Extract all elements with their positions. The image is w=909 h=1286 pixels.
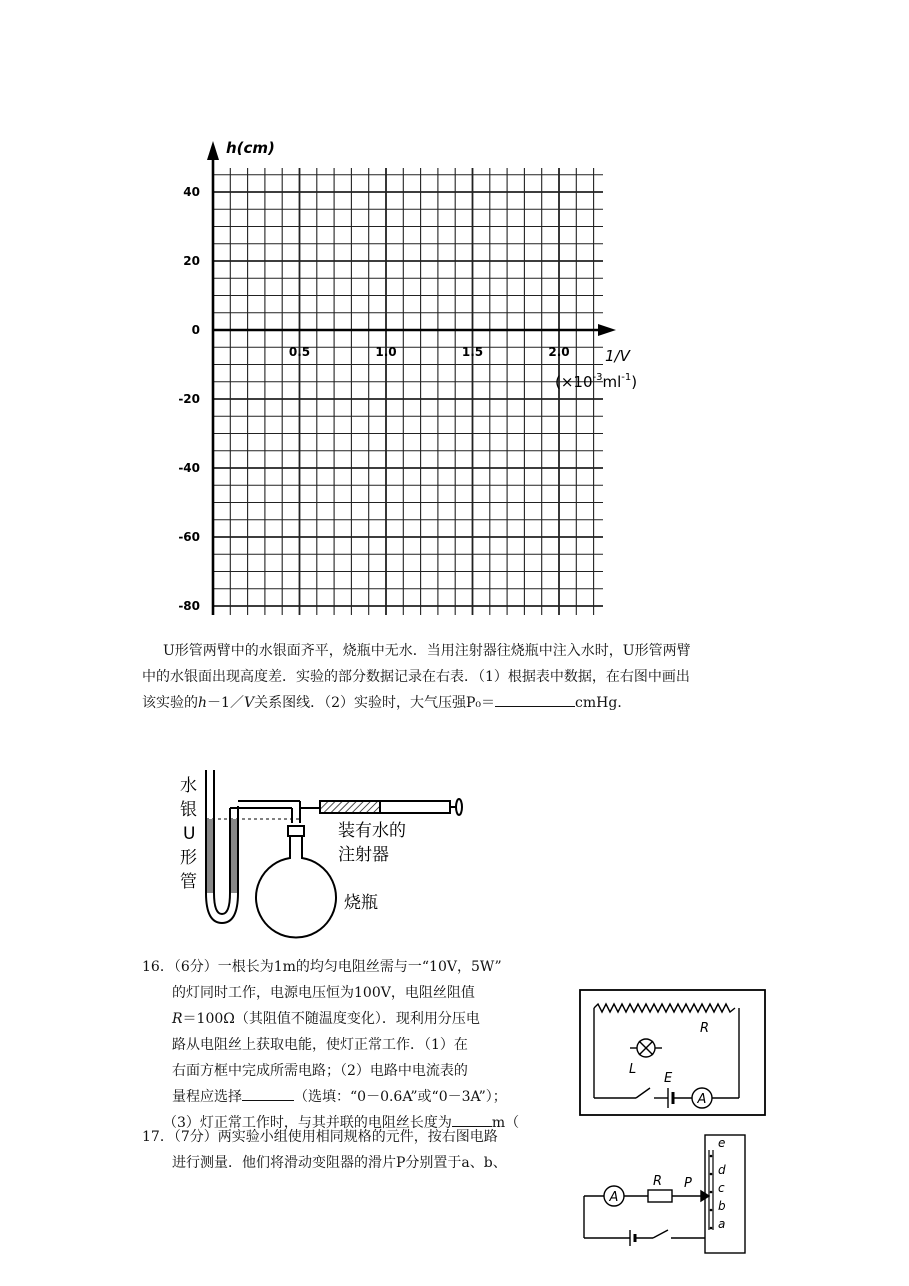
q17-circuit [578,1130,753,1260]
y-tick-label: -40 [178,461,200,475]
apparatus-diagram [170,768,470,943]
syringe [300,799,462,815]
svg-text:R: R [700,1021,710,1036]
switch-icon [653,1230,668,1238]
intro-line-2: 中的水银面出现高度差．实验的部分数据记录在右表．（1）根据表中数据，在右图中画出 [142,669,690,685]
y-tick-label: -60 [178,530,200,544]
svg-text:L: L [629,1062,637,1077]
y-axis-label: h(cm) [226,139,275,157]
svg-text:E: E [664,1071,673,1086]
svg-text:A: A [609,1190,619,1205]
q16-line-6: 量程应选择 （选填：“0－0.6A”或“0－3A”）； [172,1084,507,1110]
x-axis-label: 1/V [605,347,630,365]
svg-text:P: P [684,1176,692,1191]
q16-line-3: R＝100Ω（其阻值不随温度变化）．现利用分压电 [172,1011,480,1027]
x-tick-label: 1.0 [375,345,397,359]
syringe-label-2: 注射器 [338,845,389,865]
tube-label-char: 管 [180,872,197,892]
u-tube [206,770,300,923]
svg-text:A: A [697,1092,707,1107]
tube-label-char: 银 [180,800,197,820]
range-answer-blank[interactable] [242,1086,294,1101]
y-tick-label: 40 [183,185,200,199]
x-tick-label: 0.5 [288,345,311,359]
switch-icon [636,1088,650,1098]
x-axis-unit: $(\times 10^{-3}ml^{-1})$ [555,372,638,391]
svg-text:d: d [718,1163,726,1177]
q16-circuit-box [576,985,771,1120]
graph-grid [213,168,603,615]
y-tick-label: -20 [178,392,200,406]
pressure-answer-blank[interactable] [495,692,575,707]
y-axis-arrow-icon [207,141,219,160]
q16-line-1: 16．（6分）一根长为1m的均匀电阻丝需与一“10V，5W” [142,959,502,975]
q16-line-4: 路从电阻丝上获取电能，使灯正常工作．（1）在 [172,1037,468,1053]
y-tick-label: 0 [191,323,200,337]
y-tick-label: 20 [183,254,200,268]
x-axis-arrow-icon [598,324,616,336]
flask-label: 烧瓶 [344,893,378,913]
q17-line-1: 17．（7分）两实验小组使用相同规格的元件，按右图电路 [142,1129,498,1145]
svg-text:c: c [718,1181,725,1195]
x-tick-label: 1.5 [461,345,484,359]
resistance-wire [594,1004,735,1012]
tube-label-char: 形 [180,848,197,868]
q17-line-2: 进行测量．他们将滑动变阻器的滑片P分别置于a、b、 [172,1155,507,1171]
y-tick-label: -80 [178,599,200,613]
flask [256,826,336,938]
svg-text:e: e [718,1136,726,1150]
resistor-icon [648,1190,672,1202]
intro-line-3: 该实验的h－1／V关系图线．（2）实验时，大气压强P₀＝ cmHg． [142,690,631,716]
q16-line-5: 右面方框中完成所需电路；（2）电路中电流表的 [172,1063,468,1079]
tube-label-char: 水 [180,776,197,796]
svg-text:b: b [718,1199,726,1213]
q16-line-7: （3）灯正常工作时，与其并联的电阻丝长度为 m（ [163,1110,519,1136]
tube-label-char: U [183,824,196,844]
svg-text:R: R [653,1174,663,1189]
svg-text:a: a [718,1217,726,1231]
intro-line-1: U形管两臂中的水银面齐平，烧瓶中无水．当用注射器往烧瓶中注入水时，U形管两臂 [163,643,691,659]
syringe-label-1: 装有水的 [338,821,406,841]
q16-line-2: 的灯同时工作，电源电压恒为100V，电阻丝阻值 [172,985,475,1001]
x-tick-label: 2.0 [548,345,570,359]
h-vs-inverse-v-graph [0,0,909,630]
